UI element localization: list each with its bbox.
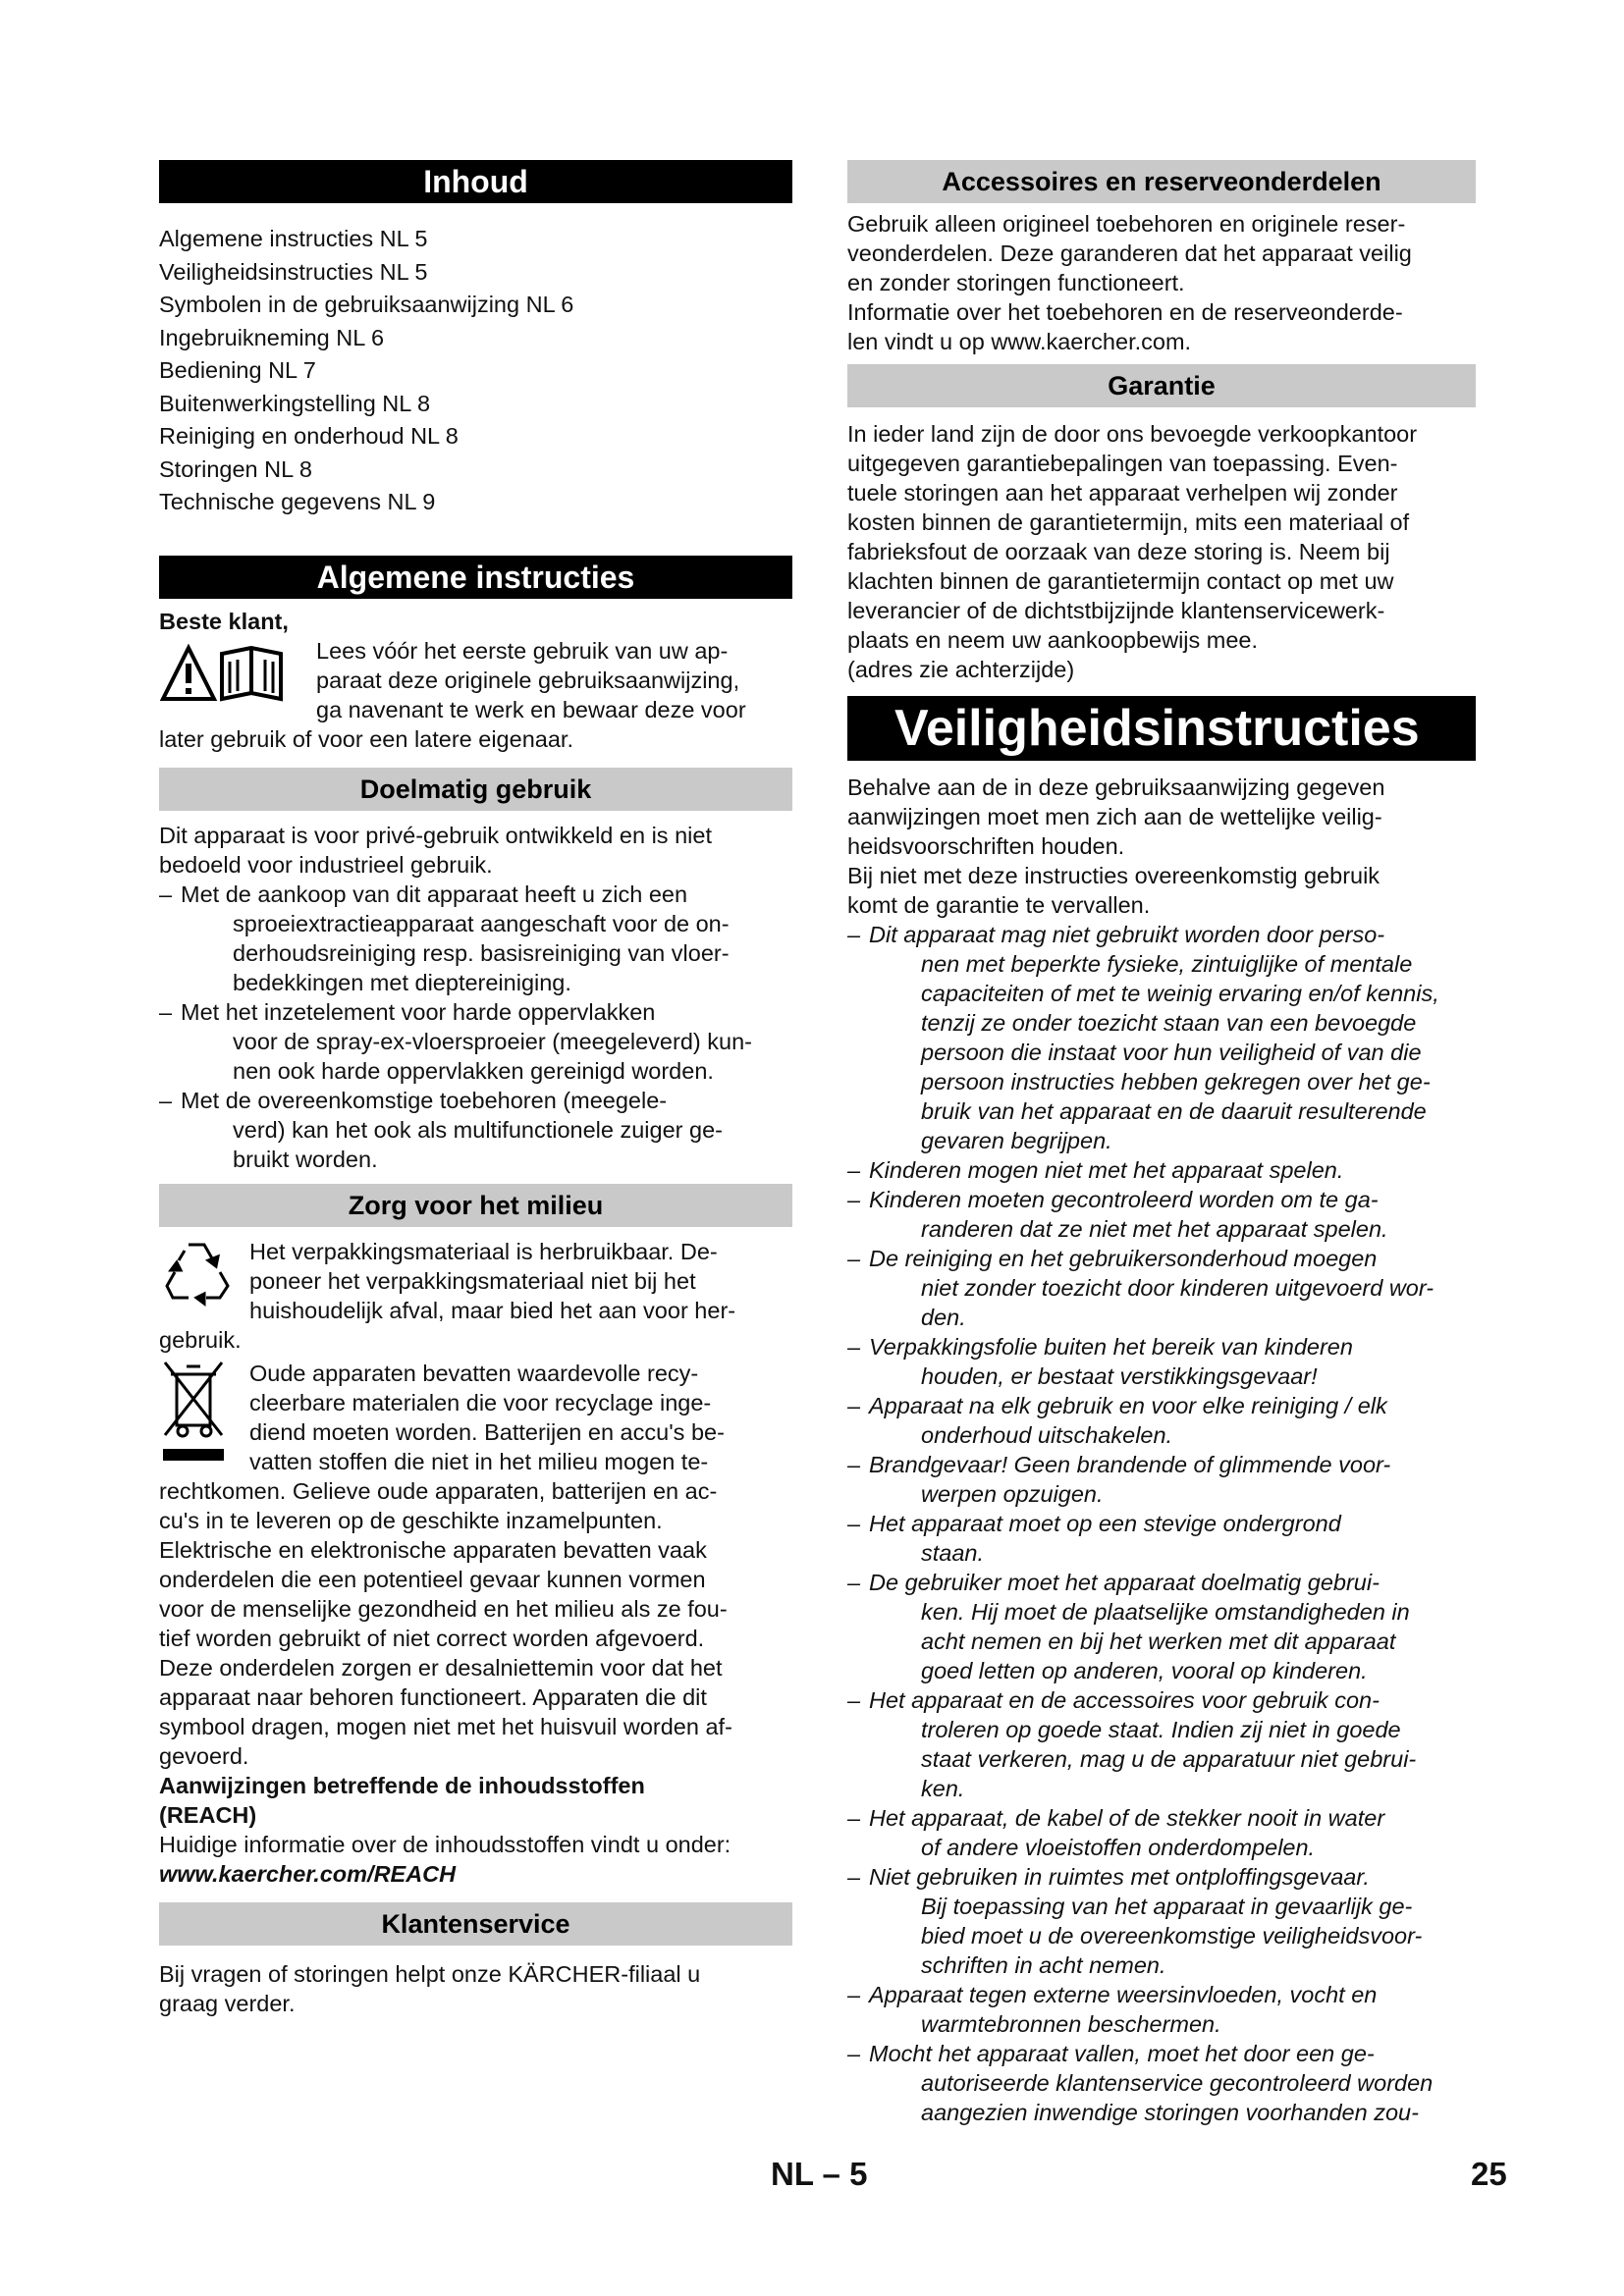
- safety-intro-line: aanwijzingen moet men zich aan de wettelijke veilig-: [847, 804, 1382, 829]
- reach-link[interactable]: www.kaercher.com/REACH: [159, 1860, 457, 1887]
- item-text: Het apparaat moet op een stevige ondergrond: [869, 1511, 1341, 1536]
- item-text: Apparaat na elk gebruik en voor elke reiniging / elk: [869, 1393, 1387, 1418]
- item-text: den.: [921, 1305, 966, 1330]
- toc-item[interactable]: Bediening NL 7: [159, 357, 316, 383]
- dash-marker: –: [159, 998, 173, 1025]
- customer-service-text: [159, 1959, 792, 2018]
- dash-marker: –: [847, 1452, 861, 1477]
- item-text: acht nemen en bij het werken met dit apparaat: [921, 1629, 1396, 1654]
- dash-marker: –: [847, 1393, 861, 1418]
- warranty-line: plaats en neem uw aankoopbewijs mee.: [847, 627, 1259, 653]
- toc-item[interactable]: Veiligheidsinstructies NL 5: [159, 258, 428, 285]
- item-text: Niet gebruiken in ruimtes met ontploffingsgevaar.: [869, 1864, 1370, 1890]
- item-text: onderhoud uitschakelen.: [921, 1422, 1173, 1448]
- weee-tail-line: cu's in te leveren op de geschikte inzamelpunten.: [159, 1507, 663, 1533]
- page-section-label: NL – 5: [771, 2156, 868, 2192]
- item-text: Het apparaat, de kabel of de stekker nooit in water: [869, 1805, 1385, 1831]
- warranty-line: tuele storingen aan het apparaat verhelpen wij zonder: [847, 480, 1398, 506]
- general-heading: Algemene instructies: [159, 556, 792, 599]
- dash-marker: –: [847, 1157, 861, 1183]
- dash-marker: –: [847, 1334, 861, 1360]
- safety-item: [847, 1862, 1476, 1980]
- item-text: Met de overeenkomstige toebehoren (meegele-: [181, 1087, 668, 1113]
- item-text: staan.: [921, 1540, 985, 1566]
- safety-item: [847, 1980, 1476, 2039]
- weee-tail-line: onderdelen die een potentieel gevaar kunnen vormen: [159, 1566, 706, 1592]
- item-text: aangezien inwendige storingen voorhanden zou-: [921, 2100, 1419, 2125]
- reach-heading-line: (REACH): [159, 1801, 257, 1828]
- item-text: randeren dat ze niet met het apparaat spelen.: [921, 1216, 1388, 1242]
- item-text: of andere vloeistoffen onderdompelen.: [921, 1835, 1316, 1860]
- safety-intro-line: Behalve aan de in deze gebruiksaanwijzing gegeven: [847, 774, 1385, 800]
- reach-heading-line: Aanwijzingen betreffende de inhoudsstoffen: [159, 1772, 645, 1798]
- accessories-text: [847, 209, 1476, 356]
- intended-use-item: [159, 880, 792, 997]
- warranty-line: uitgegeven garantiebepalingen van toepassing. Even-: [847, 451, 1398, 476]
- item-text: capaciteiten of met te weinig ervaring en/of kennis,: [921, 981, 1439, 1006]
- weee-line: cleerbare materialen die voor recyclage inge-: [249, 1389, 712, 1415]
- toc-item[interactable]: Reiniging en onderhoud NL 8: [159, 423, 459, 449]
- safety-item: [847, 1391, 1476, 1450]
- dash-marker: –: [847, 1982, 861, 2007]
- weee-tail-line: symbool dragen, mogen niet met het huisvuil worden af-: [159, 1713, 732, 1739]
- item-text: werpen opzuigen.: [921, 1481, 1104, 1507]
- item-text: Mocht het apparaat vallen, moet het door een ge-: [869, 2041, 1375, 2066]
- recycle-line: poneer het verpakkingsmateriaal niet bij het: [249, 1267, 696, 1294]
- weee-tail-line: rechtkomen. Gelieve oude apparaten, batterijen en ac-: [159, 1477, 718, 1504]
- item-text: persoon instructies hebben gekregen over het ge-: [921, 1069, 1431, 1095]
- item-text: De gebruiker moet het apparaat doelmatig gebrui-: [869, 1570, 1380, 1595]
- toc-item[interactable]: Ingebruikneming NL 6: [159, 324, 385, 350]
- safety-list: [847, 920, 1476, 2127]
- item-text: persoon die instaat voor hun veiligheid of van die: [921, 1040, 1422, 1065]
- item-text: Met het inzetelement voor harde oppervlakken: [181, 998, 656, 1025]
- weee-tail-line: Deze onderdelen zorgen er desalniettemin voor dat het: [159, 1654, 723, 1681]
- customer-service-line: graag verder.: [159, 1990, 296, 2016]
- read-manual-line: Lees vóór het eerste gebruik van uw ap-: [316, 637, 729, 664]
- toc-item[interactable]: Buitenwerkingstelling NL 8: [159, 390, 431, 416]
- weee-tail-line: voor de menselijke gezondheid en het milieu als ze fou-: [159, 1595, 728, 1622]
- warranty-line: leverancier of de dichtstbijzijnde klantenservicewerk-: [847, 598, 1385, 623]
- safety-item: [847, 1568, 1476, 1685]
- left-column: [159, 160, 792, 2018]
- intended-use-list: [159, 880, 792, 1174]
- item-text: Met de aankoop van dit apparaat heeft u zich een: [181, 881, 688, 907]
- safety-item: [847, 1803, 1476, 1862]
- accessories-line: veonderdelen. Deze garanderen dat het apparaat veilig: [847, 240, 1412, 266]
- item-text: nen met beperkte fysieke, zintuiglijke of mentale: [921, 951, 1413, 977]
- item-text: verd) kan het ook als multifunctionele zuiger ge-: [233, 1116, 723, 1143]
- safety-item: [847, 1450, 1476, 1509]
- item-text: Kinderen moeten gecontroleerd worden om te ga-: [869, 1187, 1379, 1212]
- warranty-line: (adres zie achterzijde): [847, 657, 1075, 682]
- warranty-line: In ieder land zijn de door ons bevoegde verkoopkantoor: [847, 421, 1418, 447]
- weee-tail-line: gevoerd.: [159, 1742, 249, 1769]
- toc-item[interactable]: Technische gegevens NL 9: [159, 489, 436, 514]
- item-text: Brandgevaar! Geen brandende of glimmende voor-: [869, 1452, 1391, 1477]
- right-column: [847, 160, 1476, 2127]
- intended-use-line: Dit apparaat is voor privé-gebruik ontwikkeld en is niet: [159, 822, 712, 848]
- customer-service-line: Bij vragen of storingen helpt onze KÄRCHER-filiaal u: [159, 1960, 701, 1987]
- safety-intro-line: Bij niet met deze instructies overeenkomstig gebruik: [847, 863, 1380, 888]
- recycle-icon: [159, 1237, 249, 1323]
- dash-marker: –: [159, 1087, 173, 1113]
- safety-intro-line: heidsvoorschriften houden.: [847, 833, 1125, 859]
- accessories-line: en zonder storingen functioneert.: [847, 270, 1185, 295]
- weee-tail: [159, 1476, 792, 1771]
- safety-intro-line: komt de garantie te vervallen.: [847, 892, 1151, 918]
- item-text: staat verkeren, mag u de apparatuur niet gebrui-: [921, 1746, 1417, 1772]
- safety-item: [847, 1244, 1476, 1332]
- toc-heading: Inhoud: [159, 160, 792, 203]
- toc-item[interactable]: Storingen NL 8: [159, 455, 312, 482]
- warranty-text: [847, 419, 1476, 684]
- item-text: goed letten op anderen, vooral op kinderen.: [921, 1658, 1368, 1683]
- safety-item: [847, 1185, 1476, 1244]
- safety-heading: Veiligheidsinstructies: [847, 696, 1476, 761]
- safety-item: [847, 1332, 1476, 1391]
- weee-tail-line: tief worden gebruikt of niet correct worden afgevoerd.: [159, 1625, 705, 1651]
- item-text: troleren op goede staat. Indien zij niet in goede: [921, 1717, 1401, 1742]
- safety-item: [847, 1155, 1476, 1185]
- intended-use-item: [159, 1086, 792, 1174]
- dash-marker: –: [847, 1246, 861, 1271]
- item-text: bruikt worden.: [233, 1146, 378, 1172]
- warning-manual-icon: [159, 636, 316, 713]
- intended-use-intro: [159, 821, 792, 880]
- warranty-heading: Garantie: [847, 364, 1476, 407]
- recycle-block: [159, 1237, 792, 1325]
- intended-use-line: bedoeld voor industrieel gebruik.: [159, 851, 493, 878]
- item-text: schriften in acht nemen.: [921, 1952, 1166, 1978]
- table-of-contents: [159, 223, 792, 519]
- safety-item: [847, 1509, 1476, 1568]
- item-text: Verpakkingsfolie buiten het bereik van kinderen: [869, 1334, 1353, 1360]
- item-text: autoriseerde klantenservice gecontroleerd worden: [921, 2070, 1434, 2096]
- item-text: sproeiextractieapparaat aangeschaft voor de on-: [233, 910, 730, 936]
- item-text: nen ook harde oppervlakken gereinigd worden.: [233, 1057, 714, 1084]
- weee-line: vatten stoffen die niet in het milieu mogen te-: [249, 1448, 709, 1474]
- recycle-line: Het verpakkingsmateriaal is herbruikbaar. De-: [249, 1238, 718, 1264]
- read-manual-line: paraat deze originele gebruiksaanwijzing,: [316, 667, 740, 693]
- item-text: Dit apparaat mag niet gebruikt worden door perso-: [869, 922, 1385, 947]
- item-text: niet zonder toezicht door kinderen uitgevoerd wor-: [921, 1275, 1435, 1301]
- reach-heading: [159, 1771, 792, 1830]
- item-text: gevaren begrijpen.: [921, 1128, 1112, 1153]
- intended-use-heading: Doelmatig gebruik: [159, 768, 792, 811]
- safety-item: [847, 1685, 1476, 1803]
- item-text: tenzij ze onder toezicht staan van een bevoegde: [921, 1010, 1417, 1036]
- dash-marker: –: [847, 2041, 861, 2066]
- read-manual-text: [316, 636, 746, 724]
- reach-text: Huidige informatie over de inhoudsstoffen vindt u onder:: [159, 1831, 731, 1857]
- item-text: Bij toepassing van het apparaat in gevaarlijk ge-: [921, 1894, 1413, 1919]
- crossed-bin-icon: [159, 1359, 249, 1474]
- dash-marker: –: [847, 1805, 861, 1831]
- item-text: De reiniging en het gebruikersonderhoud moegen: [869, 1246, 1378, 1271]
- dash-marker: –: [847, 1687, 861, 1713]
- dash-marker: –: [847, 1864, 861, 1890]
- toc-item[interactable]: Symbolen in de gebruiksaanwijzing NL 6: [159, 292, 574, 317]
- accessories-line: Gebruik alleen origineel toebehoren en originele reser-: [847, 211, 1406, 237]
- item-text: ken. Hij moet de plaatselijke omstandigheden in: [921, 1599, 1410, 1625]
- dash-marker: –: [847, 1511, 861, 1536]
- item-text: Kinderen mogen niet met het apparaat spelen.: [869, 1157, 1344, 1183]
- weee-line: diend moeten worden. Batterijen en accu's be-: [249, 1418, 725, 1445]
- accessories-line: len vindt u op www.kaercher.com.: [847, 329, 1192, 354]
- accessories-heading: Accessoires en reserveonderdelen: [847, 160, 1476, 203]
- dash-marker: –: [159, 881, 173, 907]
- recycle-tail: gebruik.: [159, 1326, 242, 1353]
- item-text: bruik van het apparaat en de daaruit resulterende: [921, 1098, 1427, 1124]
- read-manual-block: [159, 636, 792, 724]
- safety-item: [847, 2039, 1476, 2127]
- item-text: Apparaat tegen externe weersinvloeden, vocht en: [869, 1982, 1378, 2007]
- read-manual-tail: later gebruik of voor een latere eigenaar.: [159, 725, 573, 752]
- weee-line: Oude apparaten bevatten waardevolle recy-: [249, 1360, 699, 1386]
- read-manual-line: ga navenant te werk en bewaar deze voor: [316, 696, 746, 722]
- intended-use-item: [159, 997, 792, 1086]
- item-text: houden, er bestaat verstikkingsgevaar!: [921, 1363, 1318, 1389]
- dear-customer: Beste klant,: [159, 608, 289, 634]
- weee-block: [159, 1359, 792, 1476]
- item-text: bied moet u de overeenkomstige veiligheidsvoor-: [921, 1923, 1423, 1949]
- customer-service-heading: Klantenservice: [159, 1902, 792, 1946]
- warranty-line: klachten binnen de garantietermijn contact op met uw: [847, 568, 1394, 594]
- accessories-line: Informatie over het toebehoren en de reserveonderde-: [847, 299, 1403, 325]
- toc-item[interactable]: Algemene instructies NL 5: [159, 226, 428, 251]
- item-text: voor de spray-ex-vloersproeier (meegeleverd) kun-: [233, 1028, 752, 1054]
- page-number: 25: [1471, 2156, 1507, 2192]
- dash-marker: –: [847, 922, 861, 947]
- item-text: derhoudsreiniging resp. basisreiniging van vloer-: [233, 939, 730, 966]
- item-text: ken.: [921, 1776, 965, 1801]
- safety-intro: [847, 773, 1476, 920]
- dash-marker: –: [847, 1187, 861, 1212]
- warranty-line: kosten binnen de garantietermijn, mits een materiaal of: [847, 509, 1410, 535]
- item-text: Het apparaat en de accessoires voor gebruik con-: [869, 1687, 1380, 1713]
- weee-tail-line: Elektrische en elektronische apparaten bevatten vaak: [159, 1536, 707, 1563]
- weee-text: [249, 1359, 725, 1476]
- dash-marker: –: [847, 1570, 861, 1595]
- item-text: bedekkingen met dieptereiniging.: [233, 969, 571, 995]
- safety-item: [847, 920, 1476, 1155]
- recycle-text: [249, 1237, 735, 1325]
- environment-heading: Zorg voor het milieu: [159, 1184, 792, 1227]
- item-text: warmtebronnen beschermen.: [921, 2011, 1221, 2037]
- warranty-line: fabrieksfout de oorzaak van deze storing is. Neem bij: [847, 539, 1390, 564]
- weee-tail-line: apparaat naar behoren functioneert. Apparaten die dit: [159, 1683, 707, 1710]
- recycle-line: huishoudelijk afval, maar bied het aan voor her-: [249, 1297, 736, 1323]
